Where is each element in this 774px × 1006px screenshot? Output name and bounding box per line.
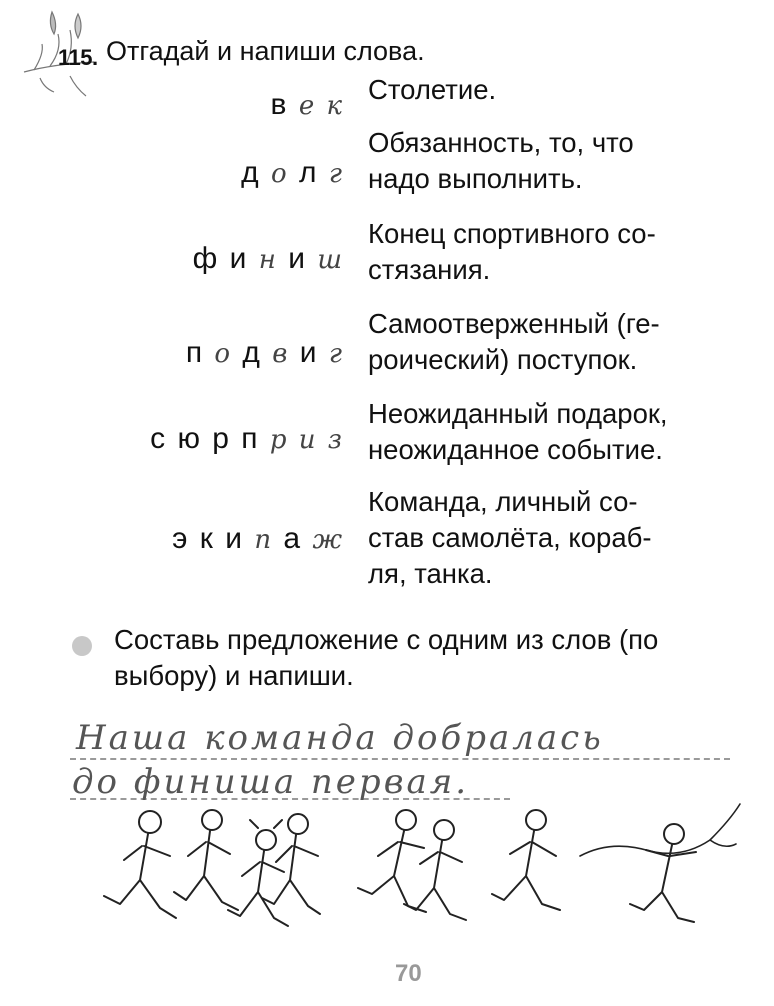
task-number: 115. [58,45,98,70]
handwritten-letters: н [258,245,278,275]
word-definition: Обязанность, то, что надо выполнить. [368,127,634,194]
printed-letters: д [242,336,262,369]
printed-letters: л [299,156,319,189]
bullet-icon [72,636,92,656]
word-definition: Неожиданный подарок, неожиданное событие. [368,398,668,465]
handwritten-answer-line[interactable]: Наша команда добралась [76,718,604,758]
word-puzzle [186,336,344,370]
handwritten-letters: г [328,339,344,369]
word-definition: Конец спортивного со- стязания. [368,218,656,285]
handwritten-answer-line[interactable]: до финиша первая. [72,762,470,802]
word-puzzle [241,156,344,190]
word-puzzle [193,242,344,276]
handwritten-letters: р и з [269,425,344,455]
printed-letters: и [299,336,319,369]
task-title: Отгадай и напиши слова. [106,36,425,66]
word-definition: Самоотверженный (ге- роический) поступок. [368,308,660,375]
handwritten-letters: о [214,339,233,369]
printed-letters: в [270,88,289,121]
printed-letters: д [241,156,261,189]
handwritten-letters: е к [298,91,344,121]
word-puzzle [172,522,344,556]
printed-letters: э к и [172,522,244,555]
answer-dashed-line [70,758,730,760]
printed-letters: и [288,242,308,275]
printed-letters: с ю р п [150,422,260,455]
printed-letters: а [283,522,303,555]
handwritten-letters: ш [317,245,344,275]
assignment-text: Составь предложение с одним из слов (по выбору) и напиши. [114,624,659,691]
page-number: 70 [395,960,422,987]
running-children-icon [90,800,750,950]
printed-letters: п [185,336,205,369]
word-definition: Столетие. [368,74,497,105]
word-puzzle [150,422,344,456]
word-puzzle [271,88,344,122]
printed-letters: ф и [192,242,249,275]
handwritten-letters: ж [312,525,344,555]
handwritten-letters: п [254,525,274,555]
word-definition: Команда, личный со- став самолёта, кораб- ля, танка. [368,486,652,589]
handwritten-letters: в [272,339,290,369]
handwritten-letters: о [271,159,289,189]
handwritten-letters: г [328,159,344,189]
